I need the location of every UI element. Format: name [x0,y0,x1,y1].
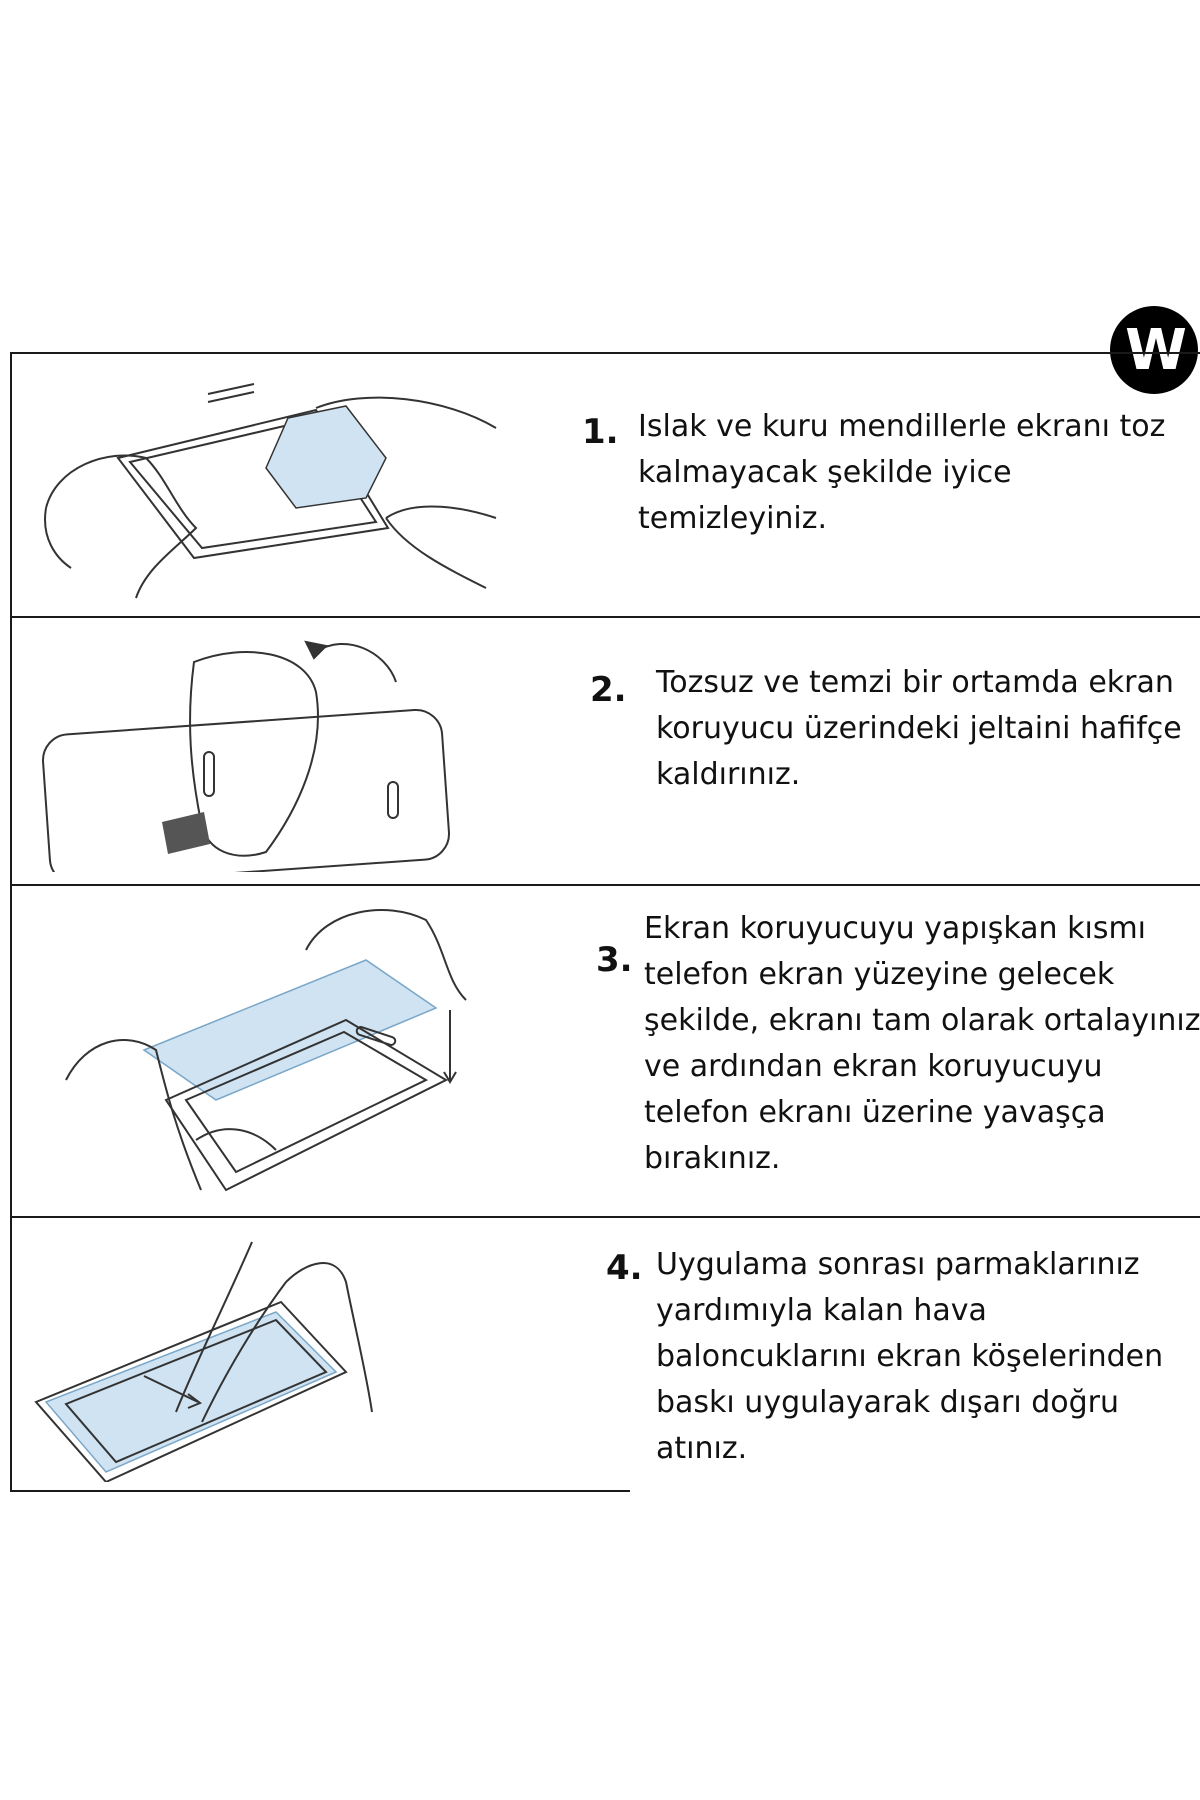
step-number: 1. [582,412,619,452]
step-number: 3. [596,940,633,980]
step-number: 4. [606,1248,643,1288]
step-4 [12,1216,1200,1492]
press-bubbles-illustration [26,1222,526,1482]
wipe-screen-illustration [26,358,526,608]
step-text: Tozsuz ve temzi bir ortamda ekran koruyucu üzerindeki jeltaini hafifçe kaldırınız. [656,665,1182,792]
step-3 [12,884,1200,1218]
peel-film-illustration [26,622,526,872]
step-text: Islak ve kuru mendillerle ekranı toz kalmayacak şekilde iyice temizleyiniz. [638,409,1166,536]
step-text: Uygulama sonrası parmaklarınız yardımıyla kalan hava baloncuklarını ekran köşelerinden baskı uygulayarak dışarı doğru atınız. [656,1247,1164,1466]
step-text: Ekran koruyucuyu yapışkan kısmı telefon ekran yüzeyine gelecek şekilde, ekranı tam olarak ortalayınız ve ardından ekran koruyucuyu telefon ekranı üzerine yavaşça bırakınız. [644,911,1200,1176]
align-protector-illustration [26,890,526,1210]
brand-logo-letter: W [1125,317,1183,383]
step-2 [12,616,1200,886]
step-number: 2. [590,670,627,710]
step-1 [12,352,1200,618]
